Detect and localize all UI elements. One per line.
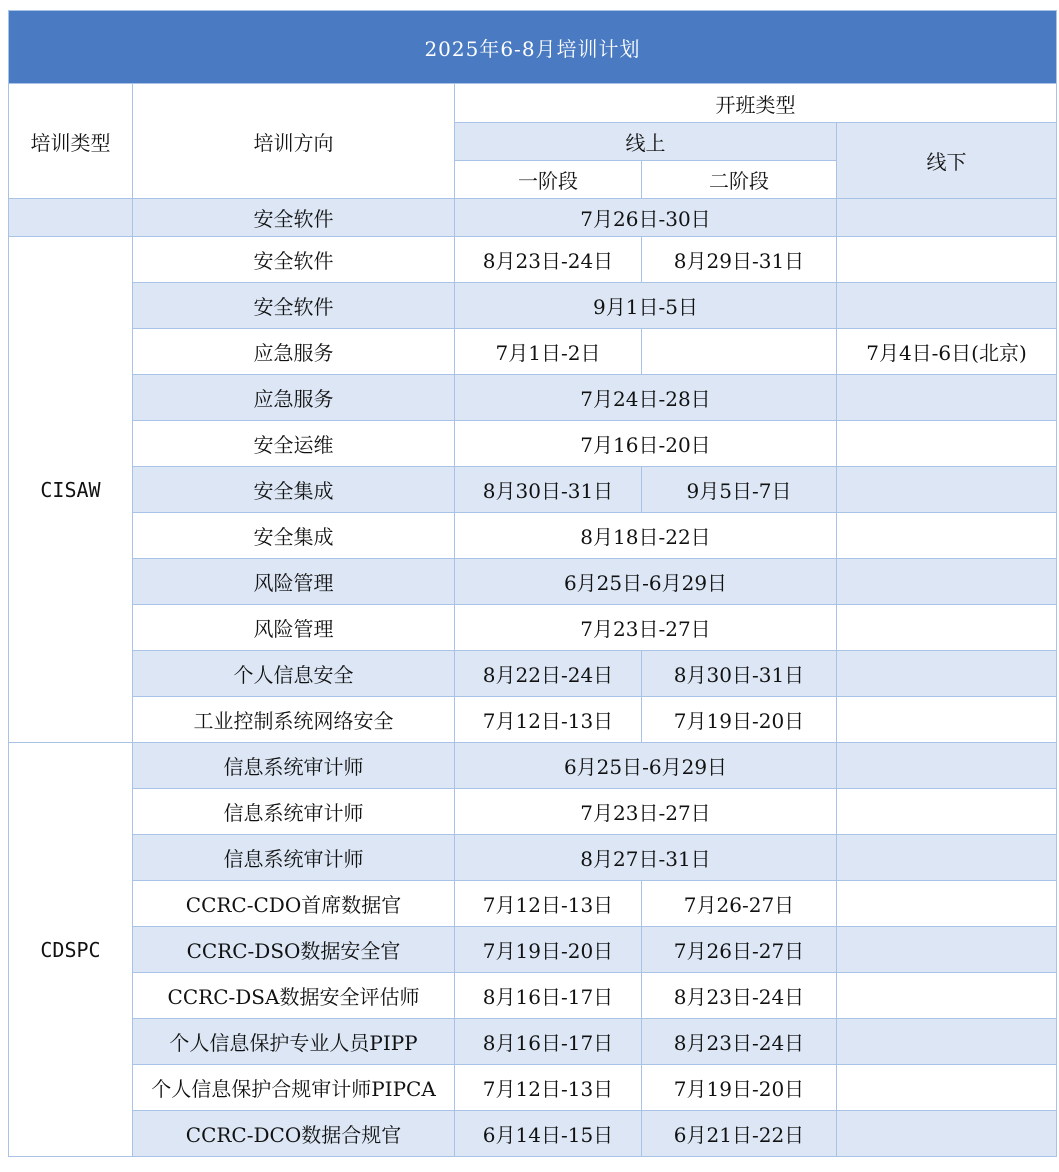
- table-row: [9, 789, 1057, 835]
- stage2-date-cell: 6月21日-22日: [642, 1111, 837, 1157]
- offline-cell: [837, 375, 1057, 421]
- direction-cell: 风险管理: [133, 605, 455, 651]
- table-row: [9, 199, 1057, 237]
- table-row: [9, 697, 1057, 743]
- table-row: [9, 605, 1057, 651]
- direction-cell: CCRC-DCO数据合规官: [133, 1111, 455, 1157]
- header-stage-1: 一阶段: [455, 161, 642, 199]
- schedule-table-wrapper: [8, 10, 1056, 1157]
- table-row: [9, 651, 1057, 697]
- stage2-date-cell: 8月23日-24日: [642, 973, 837, 1019]
- offline-cell: [837, 789, 1057, 835]
- stage1-date-cell: 7月12日-13日: [455, 881, 642, 927]
- online-date-cell: 8月27日-31日: [455, 835, 837, 881]
- category-cdspc: CDSPC: [9, 743, 133, 1157]
- direction-cell: CCRC-DSO数据安全官: [133, 927, 455, 973]
- direction-cell: 信息系统审计师: [133, 835, 455, 881]
- direction-cell: 应急服务: [133, 329, 455, 375]
- online-date-cell: 7月23日-27日: [455, 789, 837, 835]
- header-offline: 线下: [837, 123, 1057, 199]
- stage2-date-cell: 7月26日-27日: [642, 927, 837, 973]
- direction-cell: 安全运维: [133, 421, 455, 467]
- online-date-cell: 7月24日-28日: [455, 375, 837, 421]
- stage2-date-cell: 7月26-27日: [642, 881, 837, 927]
- table-row: [9, 559, 1057, 605]
- table-row: [9, 927, 1057, 973]
- stage2-date-cell: 7月19日-20日: [642, 1065, 837, 1111]
- direction-cell: 个人信息保护专业人员PIPP: [133, 1019, 455, 1065]
- online-date-cell: 9月1日-5日: [455, 283, 837, 329]
- offline-cell: [837, 1111, 1057, 1157]
- table-row: [9, 835, 1057, 881]
- stage1-date-cell: 8月16日-17日: [455, 973, 642, 1019]
- offline-cell: [837, 1019, 1057, 1065]
- direction-cell: 信息系统审计师: [133, 743, 455, 789]
- direction-cell: CCRC-CDO首席数据官: [133, 881, 455, 927]
- offline-cell: [837, 697, 1057, 743]
- header-training-type: 培训类型: [9, 84, 133, 199]
- table-row: [9, 467, 1057, 513]
- offline-date-cell: 7月4日-6日(北京): [837, 329, 1057, 375]
- stage2-date-cell: 8月23日-24日: [642, 1019, 837, 1065]
- table-row: [9, 881, 1057, 927]
- offline-cell: [837, 283, 1057, 329]
- online-date-cell: 7月26日-30日: [455, 199, 837, 237]
- header-training-direction: 培训方向: [133, 84, 455, 199]
- offline-cell: [837, 743, 1057, 789]
- stage1-date-cell: 7月1日-2日: [455, 329, 642, 375]
- offline-cell: [837, 881, 1057, 927]
- stage1-date-cell: 8月30日-31日: [455, 467, 642, 513]
- direction-cell: 安全集成: [133, 467, 455, 513]
- header-class-type: 开班类型: [455, 84, 1057, 123]
- direction-cell: CCRC-DSA数据安全评估师: [133, 973, 455, 1019]
- offline-cell: [837, 237, 1057, 283]
- direction-cell: 安全软件: [133, 199, 455, 237]
- stage2-date-cell: 8月29日-31日: [642, 237, 837, 283]
- offline-cell: [837, 605, 1057, 651]
- stage1-date-cell: 7月19日-20日: [455, 927, 642, 973]
- table-row: [9, 375, 1057, 421]
- stage2-date-cell: [642, 329, 837, 375]
- offline-cell: [837, 421, 1057, 467]
- table-row: [9, 421, 1057, 467]
- online-date-cell: 7月23日-27日: [455, 605, 837, 651]
- type-cell-empty: [9, 199, 133, 237]
- stage2-date-cell: 9月5日-7日: [642, 467, 837, 513]
- online-date-cell: 6月25日-6月29日: [455, 559, 837, 605]
- stage2-date-cell: 7月19日-20日: [642, 697, 837, 743]
- table-title: 2025年6-8月培训计划: [9, 11, 1057, 84]
- stage1-date-cell: 8月16日-17日: [455, 1019, 642, 1065]
- direction-cell: 风险管理: [133, 559, 455, 605]
- offline-cell: [837, 1065, 1057, 1111]
- direction-cell: 工业控制系统网络安全: [133, 697, 455, 743]
- category-cisaw: CISAW: [9, 237, 133, 743]
- table-row: [9, 513, 1057, 559]
- direction-cell: 信息系统审计师: [133, 789, 455, 835]
- header-online: 线上: [455, 123, 837, 161]
- table-row: [9, 1111, 1057, 1157]
- table-row: [9, 237, 1057, 283]
- offline-cell: [837, 927, 1057, 973]
- direction-cell: 安全集成: [133, 513, 455, 559]
- table-row: [9, 1019, 1057, 1065]
- header-stage-2: 二阶段: [642, 161, 837, 199]
- online-date-cell: 6月25日-6月29日: [455, 743, 837, 789]
- offline-cell: [837, 559, 1057, 605]
- table-row: [9, 283, 1057, 329]
- training-schedule-table: [8, 10, 1057, 1157]
- direction-cell: 安全软件: [133, 237, 455, 283]
- offline-cell: [837, 835, 1057, 881]
- direction-cell: 安全软件: [133, 283, 455, 329]
- direction-cell: 个人信息保护合规审计师PIPCA: [133, 1065, 455, 1111]
- online-date-cell: 7月16日-20日: [455, 421, 837, 467]
- table-row: [9, 1065, 1057, 1111]
- offline-cell: [837, 199, 1057, 237]
- offline-cell: [837, 651, 1057, 697]
- table-row: [9, 743, 1057, 789]
- table-row: [9, 329, 1057, 375]
- offline-cell: [837, 973, 1057, 1019]
- direction-cell: 应急服务: [133, 375, 455, 421]
- offline-cell: [837, 513, 1057, 559]
- stage1-date-cell: 6月14日-15日: [455, 1111, 642, 1157]
- table-row: [9, 973, 1057, 1019]
- stage1-date-cell: 8月22日-24日: [455, 651, 642, 697]
- stage1-date-cell: 7月12日-13日: [455, 697, 642, 743]
- online-date-cell: 8月18日-22日: [455, 513, 837, 559]
- stage1-date-cell: 8月23日-24日: [455, 237, 642, 283]
- direction-cell: 个人信息安全: [133, 651, 455, 697]
- stage2-date-cell: 8月30日-31日: [642, 651, 837, 697]
- offline-cell: [837, 467, 1057, 513]
- stage1-date-cell: 7月12日-13日: [455, 1065, 642, 1111]
